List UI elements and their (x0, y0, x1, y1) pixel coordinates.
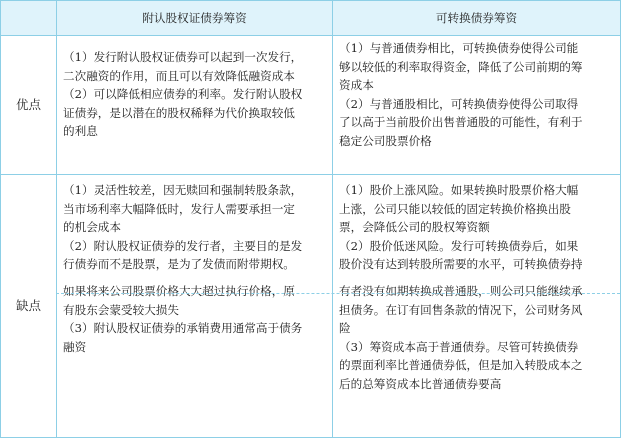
text-line: 有股东会蒙受较大损失 (63, 302, 179, 317)
text-line: 票，会降低公司的股权筹资额 (339, 220, 490, 235)
text-line: 的利息 (63, 124, 98, 139)
text-line: 后的总筹资成本比普通债券要高 (339, 376, 502, 391)
text-line: （1）发行附认股权证债券可以起到一次发行， (63, 50, 303, 64)
table-border-top (0, 0, 621, 1)
text-line: （2）附认股权证债券的发行者，主要目的是发 (63, 238, 303, 253)
text-line: 稳定公司股票价格 (339, 133, 432, 148)
advantages-warrant-text (57, 48, 332, 141)
advantages-convertible-text (333, 39, 620, 151)
disadvantages-warrant-text (57, 181, 332, 356)
header-convertible-bond: 可转换债券筹资 (333, 1, 620, 35)
text-line: 了以高于当前股价出售普通股的可能性，有利于 (339, 115, 583, 130)
text-line: （2）股价低迷风险。发行可转换债券后，如果 (339, 238, 579, 253)
text-line: 有者没有如期转换成普通股，则公司只能继续承 (339, 283, 583, 298)
row-label-advantages: 优点 (15, 96, 41, 112)
text-line: 如果将来公司股票价格大大超过执行价格，原 (63, 283, 295, 298)
text-line: （3）筹资成本高于普通债券。尽管可转换债券 (339, 339, 579, 354)
page-break-dashed-line (56, 293, 620, 294)
table-border-left (0, 0, 1, 438)
disadvantages-convertible-text (333, 181, 620, 394)
text-line: （2）与普通股相比，可转换债券使得公司取得 (339, 96, 579, 111)
header-blank (1, 1, 56, 35)
text-line: （1）股价上涨风险。如果转换时股票价格大幅 (339, 183, 579, 197)
text-line: 行债券而不是股票，是为了发债而附带期权。 (63, 257, 295, 272)
text-line: （3）附认股权证债券的承销费用通常高于债务 (63, 321, 303, 336)
text-line: 二次融资的作用，而且可以有效降低融资成本 (63, 68, 295, 83)
header-divider (0, 35, 621, 36)
text-line: 够以较低的利率取得资金，降低了公司前期的筹 (339, 59, 583, 74)
text-line: 当市场利率大幅降低时，发行人需要承担一定 (63, 201, 295, 216)
text-line: 的机会成本 (63, 220, 121, 235)
row-label-disadvantages: 缺点 (15, 297, 41, 313)
text-line: （1）灵活性较差，因无赎回和强制转股条款， (63, 183, 303, 197)
text-line: 资成本 (339, 78, 374, 93)
column-divider-1 (56, 0, 57, 438)
row-divider (0, 174, 621, 175)
text-line: 的票面利率比普通债券低，但是加入转股成本之 (339, 358, 583, 373)
text-line: 融资 (63, 339, 87, 354)
column-divider-2 (332, 0, 333, 438)
text-line: 证债券，是以潜在的股权稀释为代价换取较低 (63, 105, 295, 120)
text-line: 担债务。在订有回售条款的情况下，公司财务风 (339, 302, 583, 317)
text-line: 上涨，公司只能以较低的固定转换价格换出股 (339, 201, 571, 216)
header-warrant-bond: 附认股权证债券筹资 (57, 1, 332, 35)
text-line: （2）可以降低相应债券的利率。发行附认股权 (63, 87, 303, 102)
text-line: 股价没有达到转股所需要的水平，可转换债券持 (339, 257, 583, 272)
text-line: （1）与普通债券相比，可转换债券使得公司能 (339, 41, 579, 55)
text-line: 险 (339, 321, 351, 336)
